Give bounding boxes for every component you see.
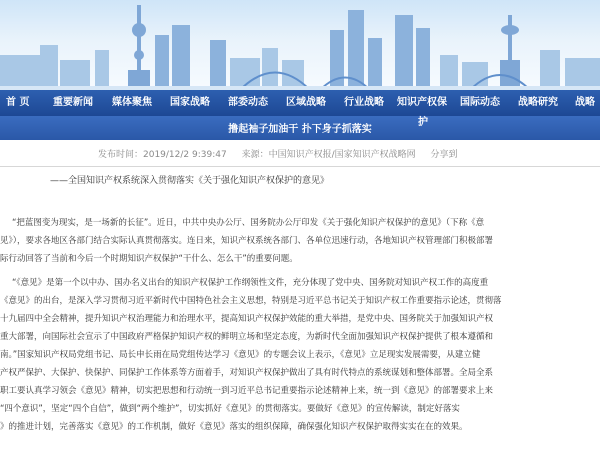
nav-item-regional-strategy[interactable]: 区域战略 (286, 97, 326, 108)
nav-item-important-news[interactable]: 重要新闻 (53, 97, 93, 108)
article-line: 产权严保护、大保护、快保护、同保护工作体系等方面着手，对知识产权保护做出了具有时代特点的系统谋划和整体部署。全局全系 (0, 368, 494, 378)
nav-item-ip-protection-overflow[interactable]: 护 (418, 117, 428, 128)
article-line: 重大部署，向国际社会宣示了中国政府严格保护知识产权的鲜明立场和坚定态度，为新时代全面加强知识产权保护提供了根本遵循和 (0, 332, 494, 342)
nav-item-ip-protection[interactable]: 知识产权保 (397, 97, 447, 108)
nav-item-national-strategy[interactable]: 国家战略 (170, 97, 210, 108)
nav-item-strategy-more[interactable]: 战略 (575, 97, 595, 108)
nav-item-ministry-news[interactable]: 部委动态 (228, 97, 268, 108)
article-line: “把蓝图变为现实，是一场新的长征”。近日，中共中央办公厅、国务院办公厅印发《关于强化知识产权保护的意见》（下称《意 (12, 218, 485, 228)
city-skyline-illustration (0, 0, 600, 90)
slogan-bar (0, 116, 600, 140)
slogan-text: 撸起袖子加油干 扑下身子抓落实 (228, 124, 372, 135)
article-source: 来源：中国知识产权报/国家知识产权战略网 (241, 150, 416, 160)
article-line: 》的推进计划，完善落实《意见》的工作机制，做好《意见》落实的组织保障，确保强化知识产权保护取得实实在在的效果。 (0, 422, 468, 432)
article-line: 职工要认真学习领会《意见》精神，切实把思想和行动统一到习近平总书记重要指示论述精神上来，统一到《意见》的部署要求上来 (0, 386, 494, 396)
article-line: “《意见》是第一个以中办、国办名义出台的知识产权保护工作纲领性文件，充分体现了党中央、国务院对知识产权工作的高度重 (12, 278, 489, 288)
article-line: 际行动回答了当前和今后一个时期知识产权保护“干什么、怎么干”的重要问题。 (0, 254, 298, 264)
article-subtitle: ——全国知识产权系统深入贯彻落实《关于强化知识产权保护的意见》 (50, 176, 330, 186)
nav-item-media-focus[interactable]: 媒体聚焦 (112, 97, 152, 108)
share-link[interactable]: 分享到 (430, 150, 458, 160)
nav-item-strategy-research[interactable]: 战略研究 (518, 97, 558, 108)
nav-item-industry-strategy[interactable]: 行业战略 (344, 97, 384, 108)
article-line: “四个意识”，坚定“四个自信”，做到“两个维护”，切实抓好《意见》的贯彻落实。要做好《意见》的宣传解读，制定好落实 (0, 404, 460, 414)
article-line: 南。”国家知识产权局党组书记、局长申长雨在局党组传达学习《意见》的专题会议上表示，《意见》立足现实发展需要，从建立健 (0, 350, 481, 360)
publish-time: 发布时间：2019/12/2 9:39:47 (98, 150, 227, 160)
divider (0, 166, 600, 167)
nav-item-home[interactable]: 首 页 (6, 97, 30, 108)
article-line: 见》），要求各地区各部门结合实际认真贯彻落实。连日来，知识产权系统各部门、各单位迅速行动，各地知识产权管理部门积极部署 (0, 236, 494, 246)
article-meta (98, 147, 470, 160)
main-nav (0, 90, 600, 116)
nav-item-international[interactable]: 国际动态 (460, 97, 500, 108)
article-line: 十九届四中全会精神，提升知识产权治理能力和治理水平，提高知识产权保护效能的重大举措，是党中央、国务院关于加强知识产权 (0, 314, 494, 324)
article-line: 《意见》的出台，是深入学习贯彻习近平新时代中国特色社会主义思想，特别是习近平总书记关于知识产权工作重要指示论述，贯彻落 (0, 296, 502, 306)
header-banner (0, 0, 600, 90)
